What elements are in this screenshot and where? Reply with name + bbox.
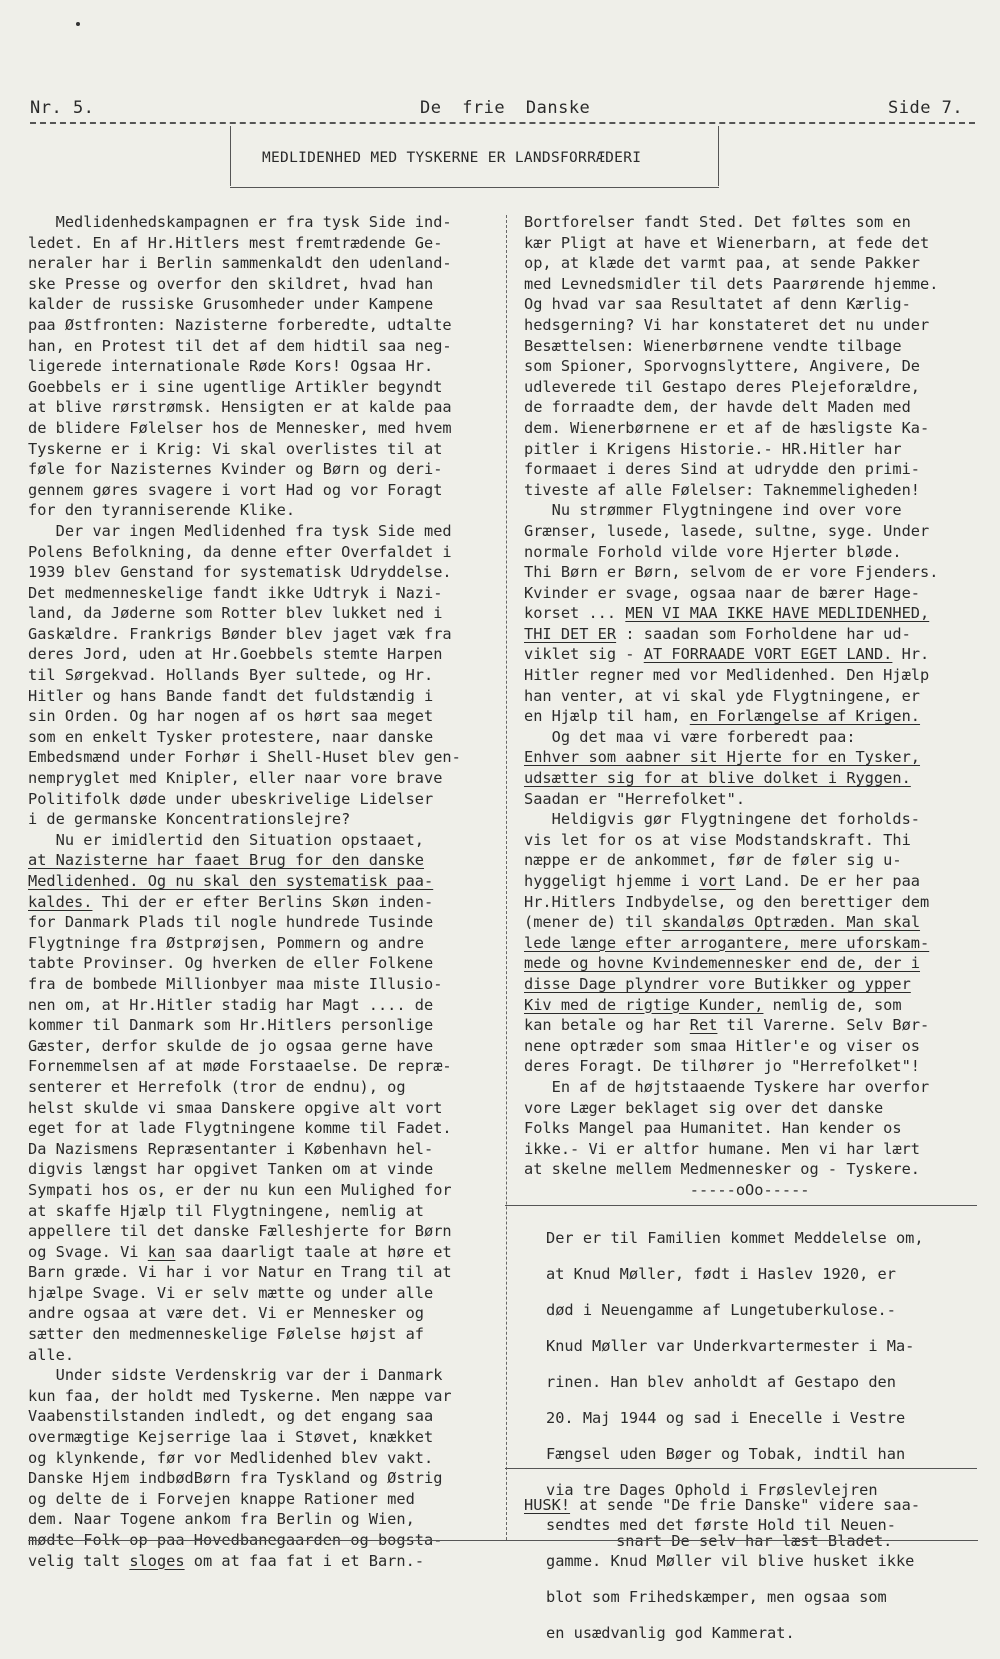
text-line xyxy=(524,789,938,810)
text-line xyxy=(524,892,938,913)
text-line xyxy=(28,253,461,274)
title-box-bottom xyxy=(230,187,719,188)
text-line xyxy=(524,933,938,954)
paper-name: De frie Danske xyxy=(420,98,591,118)
text-run: for den tyranniserende Klike. xyxy=(28,501,296,520)
text-run: som en enkelt Tysker protestere, naar danske xyxy=(28,727,434,746)
underlined-text: kan xyxy=(147,1242,176,1261)
text-line xyxy=(28,233,461,254)
notice-line xyxy=(546,1300,924,1321)
text-run: han, en Protest til det af dem hidtil saa neg- xyxy=(28,336,452,355)
text-line xyxy=(28,294,461,315)
text-run: Der var ingen Medlidenhed fra tysk Side med xyxy=(28,521,452,540)
reminder-box xyxy=(524,1480,920,1567)
text-line xyxy=(28,1077,461,1098)
text-line xyxy=(28,377,461,398)
text-run: Der er til Familien kommet Meddelelse om, xyxy=(546,1229,924,1248)
text-run: appellere til det danske Fælleshjerte for Børn xyxy=(28,1222,452,1241)
text-run: Polens Befolkning, da denne efter Overfaldet i xyxy=(28,542,452,561)
text-run: Folks Mangel paa Humanitet. Han kender os xyxy=(524,1119,902,1138)
underlined-text: mede og hovne Kvindemennesker end de, der i xyxy=(524,954,921,973)
text-run: næppe er de ankommet, før de føler sig u- xyxy=(524,851,902,870)
text-line xyxy=(524,521,938,542)
text-run: rinen. Han blev anholdt af Gestapo den xyxy=(546,1372,896,1391)
underlined-text: sloges xyxy=(129,1551,185,1570)
text-run: Gaskældre. Frankrigs Bønder blev jaget væk fra xyxy=(28,624,452,643)
text-run: dem. Wienerbørnene er et af de hæsligste Ka- xyxy=(524,418,930,437)
text-run: han venter, at vi skal yde Flygtningene, er xyxy=(524,686,921,705)
text-run: Hitler og hans Bande fandt det fuldstændig i xyxy=(28,686,434,705)
text-line xyxy=(524,1036,938,1057)
text-run: digvis længst har opgivet Tanken om at vinde xyxy=(28,1160,434,1179)
text-line xyxy=(28,1201,461,1222)
text-run: paa Østfronten: Nazisterne forberedte, udtalte xyxy=(28,315,452,334)
header-rule xyxy=(30,122,975,124)
underlined-text: HUSK! xyxy=(524,1496,571,1515)
text-run: senterer et Herrefolk (tror de endnu), og xyxy=(28,1077,406,1096)
article-title: MEDLIDENHED MED TYSKERNE ER LANDSFORRÆDERI xyxy=(262,150,642,166)
text-run: nemlig de, som xyxy=(763,995,902,1014)
underlined-text: Ret xyxy=(689,1016,718,1035)
text-line xyxy=(28,933,461,954)
text-line xyxy=(524,953,938,974)
underlined-text: THI DET ER xyxy=(524,624,617,643)
text-line xyxy=(28,1262,461,1283)
text-run: Nu er imidlertid den Situation opstaaet, xyxy=(28,830,425,849)
text-line xyxy=(28,974,461,995)
text-run: Land. De er her paa xyxy=(735,872,921,890)
underlined-text: udsætter sig for at blive dolket i Ryggen. xyxy=(524,769,911,788)
right-column xyxy=(524,212,938,1201)
underlined-text: vort xyxy=(698,872,736,890)
text-line xyxy=(524,686,938,707)
text-line xyxy=(524,418,938,439)
text-run: pitler i Krigens Historie.- HR.Hitler har xyxy=(524,439,902,458)
text-run: Og hvad var saa Resultatet af denn Kærlig- xyxy=(524,295,911,314)
underlined-text: AT FORRAADE VORT EGET LAND. xyxy=(643,645,893,664)
text-run: overmægtige Kejserrige laa i Støvet, knækket xyxy=(28,1428,434,1447)
text-line xyxy=(28,1509,461,1530)
text-run: formaaet i deres Sind at udrydde den primi- xyxy=(524,460,921,479)
text-run: tiveste af alle Følelser: Taknemmeligheden! xyxy=(524,480,921,499)
title-box-right xyxy=(718,126,719,186)
text-run: ligerede internationale Røde Kors! Ogsaa Hr. xyxy=(28,357,434,376)
text-run: de forraadte dem, der havde delt Maden med xyxy=(524,398,911,417)
text-run: korset ... xyxy=(524,604,626,623)
text-run: som Spioner, Sporvognslyttere, Angivere, De xyxy=(524,357,921,376)
reminder-line xyxy=(524,1531,920,1552)
text-run: nempryglet med Knipler, eller naar vore brave xyxy=(28,769,443,788)
speck xyxy=(76,22,80,26)
text-run: Politifolk døde under ubeskrivelige Lidelser xyxy=(28,789,434,808)
text-line xyxy=(28,397,461,418)
text-line xyxy=(28,850,461,871)
text-run: Flygtninge fra Østprøjsen, Pommern og andre xyxy=(28,933,425,952)
text-line xyxy=(524,644,938,665)
text-line xyxy=(524,1015,938,1036)
text-line xyxy=(524,459,938,480)
issue-number: Nr. 5. xyxy=(30,98,95,118)
text-run: kalder de russiske Grusomheder under Kampene xyxy=(28,295,434,314)
text-line xyxy=(524,397,938,418)
text-line xyxy=(28,1118,461,1139)
text-run: Det medmenneskelige fandt ikke Udtryk i Nazi- xyxy=(28,583,443,602)
underlined-text: at Nazisterne har faaet Brug for den danske xyxy=(28,851,425,870)
reminder-line xyxy=(524,1495,920,1516)
notice-line xyxy=(546,1372,924,1393)
text-line xyxy=(28,336,461,357)
notice-line xyxy=(546,1336,924,1357)
text-run: Knud Møller var Underkvartermester i Ma- xyxy=(546,1336,915,1355)
text-line xyxy=(524,665,938,686)
text-run: Fængsel uden Bøger og Tobak, indtil han xyxy=(546,1444,906,1463)
text-run: Besættelsen: Wienerbørnene vendte tilbage xyxy=(524,336,902,355)
text-line xyxy=(524,1180,938,1201)
underlined-text: Kiv med de rigtige Kunder, xyxy=(524,995,764,1014)
text-line xyxy=(28,1303,461,1324)
text-run: Under sidste Verdenskrig var der i Danmark xyxy=(28,1366,443,1385)
notice-box xyxy=(546,1213,924,1659)
text-line xyxy=(524,747,938,768)
text-run: ikke.- Vi er altfor humane. Men vi har lært xyxy=(524,1139,921,1158)
text-line xyxy=(524,995,938,1016)
underlined-text: MEN VI MAA IKKE HAVE MEDLIDENHED, xyxy=(625,604,930,623)
text-run: 20. Maj 1944 og sad i Enecelle i Vestre xyxy=(546,1408,906,1427)
text-line xyxy=(28,1406,461,1427)
text-run: i de germanske Koncentrationslejre? xyxy=(28,810,351,829)
text-line xyxy=(28,995,461,1016)
text-line xyxy=(28,1345,461,1366)
text-run: til Varerne. Selv Bør- xyxy=(717,1016,930,1035)
text-run: Kvinder er svage, ogsaa naar de bærer Hage- xyxy=(524,583,921,602)
text-run: andre ogsaa at være det. Vi er Mennesker og xyxy=(28,1304,425,1323)
text-line xyxy=(28,1139,461,1160)
text-run: gamme. Knud Møller vil blive husket ikke xyxy=(546,1552,915,1571)
notice-bottom-rule xyxy=(505,1468,977,1469)
text-line xyxy=(28,583,461,604)
text-run: land, da Jøderne som Rotter blev lukket ned i xyxy=(28,604,443,623)
text-line xyxy=(524,294,938,315)
text-line xyxy=(524,274,938,295)
text-run: og Svage. Vi xyxy=(28,1242,148,1261)
text-run: Sympati hos os, er der nu kun een Mulighed for xyxy=(28,1180,452,1199)
text-run: gennem gøres svagere i vort Had og vor Foragt xyxy=(28,480,443,499)
text-run: snart De selv har læst Bladet. xyxy=(524,1532,893,1551)
text-run: kær Pligt at have et Wienerbarn, at fede det xyxy=(524,233,930,252)
text-run: hyggeligt hjemme i xyxy=(524,872,699,890)
text-line xyxy=(28,1180,461,1201)
text-run: helst skulde vi smaa Danskere opgive alt vort xyxy=(28,1098,443,1117)
text-run: føle for Nazisternes Kvinder og Børn og deri- xyxy=(28,460,443,479)
text-line xyxy=(28,1159,461,1180)
text-line xyxy=(524,706,938,727)
text-line xyxy=(28,747,461,768)
text-run: og delte de i Forvejen knappe Rationer med xyxy=(28,1489,415,1508)
text-run: eget for at lade Flygtningene komme til Fadet. xyxy=(28,1119,452,1138)
text-line xyxy=(28,892,461,913)
text-run: 1939 blev Genstand for systematisk Udryddelse. xyxy=(28,563,452,582)
text-line xyxy=(524,1118,938,1139)
text-run: hjælpe Svage. Vi er selv mætte og under alle xyxy=(28,1283,434,1302)
text-run: en Hjælp til ham, xyxy=(524,707,690,726)
text-line xyxy=(524,542,938,563)
underlined-text: disse Dage plyndrer vore Butikker og ypper xyxy=(524,974,911,993)
text-run: neraler har i Berlin sammenkaldt den udenland- xyxy=(28,254,452,273)
text-line xyxy=(524,253,938,274)
text-run: deres Jord, uden at Hr.Goebbels stemte Harpen xyxy=(28,645,443,664)
text-line xyxy=(28,274,461,295)
text-line xyxy=(28,562,461,583)
underlined-text: Enhver som aabner sit Hjerte for en Tysker, xyxy=(524,748,921,767)
text-run: at Knud Møller, født i Haslev 1920, er xyxy=(546,1265,896,1284)
notice-line xyxy=(546,1408,924,1429)
underlined-text: Medlidenhed. Og nu skal den systematisk paa- xyxy=(28,872,434,890)
text-line xyxy=(28,1489,461,1510)
text-line xyxy=(28,768,461,789)
text-run: Hr. xyxy=(892,645,930,664)
notice-line xyxy=(546,1623,924,1644)
text-line xyxy=(28,480,461,501)
text-run: Gæster, derfor skulde de jo ogsaa gerne have xyxy=(28,1036,434,1055)
text-run: velig talt xyxy=(28,1551,130,1570)
text-line xyxy=(524,480,938,501)
text-run: Thi Børn er Børn, selvom de er vore Fjenders. xyxy=(524,563,939,582)
text-line xyxy=(28,542,461,563)
text-line xyxy=(28,1036,461,1057)
text-run: -----oOo----- xyxy=(524,1180,810,1199)
underlined-text: lede længe efter arrogantere, mere uforskam- xyxy=(524,933,930,952)
text-line xyxy=(524,1139,938,1160)
notice-line xyxy=(546,1587,924,1608)
text-run: Thi der er efter Berlins Skøn inden- xyxy=(92,892,434,911)
text-run: mødte Folk op paa Hovedbanegaarden og bogsta- xyxy=(28,1531,443,1549)
text-run: : saadan som Forholdene har ud- xyxy=(616,624,911,643)
text-line xyxy=(28,789,461,810)
text-run: tabte Provinser. Og hverken de eller Folkene xyxy=(28,954,434,973)
text-run: kommer til Danmark som Hr.Hitlers personlige xyxy=(28,1016,434,1035)
text-run: via tre Dages Ophold i Frøslevlejren xyxy=(546,1480,878,1499)
text-line xyxy=(28,1551,461,1572)
text-line xyxy=(524,500,938,521)
text-line xyxy=(524,727,938,748)
text-line xyxy=(524,912,938,933)
text-line xyxy=(524,871,938,892)
text-line xyxy=(28,1283,461,1304)
text-line xyxy=(28,727,461,748)
text-run: sendtes med det første Hold til Neuen- xyxy=(546,1516,896,1535)
text-run: Da Nazismens Repræsentanter i København hel- xyxy=(28,1139,434,1158)
text-line xyxy=(524,336,938,357)
text-run: udleverede til Gestapo deres Plejeforældre, xyxy=(524,377,921,396)
text-line xyxy=(28,1365,461,1386)
text-run: en usædvanlig god Kammerat. xyxy=(546,1624,795,1643)
text-run: at sende "De frie Danske" videre saa- xyxy=(570,1496,921,1515)
text-line xyxy=(524,809,938,830)
text-line xyxy=(28,1242,461,1263)
text-run: Saadan er "Herrefolket". xyxy=(524,789,746,808)
underlined-text: skandaløs Optræden. Man skal xyxy=(662,913,921,932)
text-run: (mener de) til xyxy=(524,913,663,932)
text-run: Barn græde. Vi har i vor Natur en Trang til at xyxy=(28,1263,452,1282)
text-run: nene optræder som smaa Hitler'e og viser os xyxy=(524,1036,921,1055)
text-run: om at faa fat i et Barn.- xyxy=(184,1551,425,1570)
text-run: sin Orden. Og har nogen af os hørt saa meget xyxy=(28,707,434,726)
text-run: at skaffe Hjælp til Flygtningene, nemlig at xyxy=(28,1201,425,1220)
text-line xyxy=(28,356,461,377)
text-line xyxy=(524,439,938,460)
text-line xyxy=(28,665,461,686)
text-line xyxy=(28,644,461,665)
text-line xyxy=(524,1159,938,1180)
text-run: at skelne mellem Medmennesker og - Tyskere. xyxy=(524,1160,921,1179)
text-run: fra de bombede Millionbyer maa miste Illusio- xyxy=(28,974,443,993)
text-line xyxy=(524,1056,938,1077)
text-run: blot som Frihedskæmper, men ogsaa som xyxy=(546,1588,887,1607)
notice-line xyxy=(546,1444,924,1465)
notice-line xyxy=(546,1228,924,1249)
text-line xyxy=(524,768,938,789)
text-line xyxy=(524,830,938,851)
text-run: til Sørgekvad. Hollands Byer sultede, og Hr. xyxy=(28,666,434,685)
text-line xyxy=(28,500,461,521)
text-line xyxy=(524,850,938,871)
column-divider xyxy=(506,215,507,1540)
text-line xyxy=(28,212,461,233)
text-line xyxy=(28,315,461,336)
text-line xyxy=(28,912,461,933)
text-line xyxy=(28,871,461,892)
text-line xyxy=(28,686,461,707)
text-run: de blidere Følelser hos de Mennesker, med hvem xyxy=(28,418,452,437)
text-run: hedsgerning? Vi har konstateret det nu under xyxy=(524,315,930,334)
text-run: vis let for os at vise Modstandskraft. Thi xyxy=(524,830,911,849)
text-line xyxy=(28,1468,461,1489)
text-run: ledet. En af Hr.Hitlers mest fremtrædende Ge- xyxy=(28,233,443,252)
text-run: Embedsmænd under Forhør i Shell-Huset blev gen- xyxy=(28,748,461,767)
text-line xyxy=(524,212,938,233)
text-run: Danske Hjem indbødBørn fra Tyskland og Østrig xyxy=(28,1469,443,1488)
text-run: med Levnedsmidler til dets Paarørende hjemme. xyxy=(524,274,939,293)
text-run: normale Forhold vilde vore Hjerter bløde. xyxy=(524,542,902,561)
text-line xyxy=(28,521,461,542)
text-line xyxy=(28,1448,461,1469)
text-run: Heldigvis gør Flygtningene det forholds- xyxy=(524,810,921,829)
text-run: deres Foragt. De tilhører jo "Herrefolket"! xyxy=(524,1057,921,1076)
text-line xyxy=(28,1386,461,1407)
text-run: op, at klæde det varmt paa, at sende Pakker xyxy=(524,254,921,273)
text-run: kan betale og har xyxy=(524,1016,690,1035)
text-run: Grænser, lusede, lasede, sultne, syge. Under xyxy=(524,521,930,540)
text-line xyxy=(28,418,461,439)
text-line xyxy=(28,603,461,624)
text-line xyxy=(28,809,461,830)
text-run: dem. Naar Togene ankom fra Berlin og Wien, xyxy=(28,1510,415,1529)
text-run: Bortforelser fandt Sted. Det føltes som en xyxy=(524,213,911,231)
text-line xyxy=(28,459,461,480)
notice-line xyxy=(546,1264,924,1285)
underlined-text: en Forlængelse af Krigen. xyxy=(689,707,921,726)
text-line xyxy=(28,830,461,851)
bottom-rule xyxy=(28,1540,978,1541)
left-column xyxy=(28,212,461,1571)
text-run: Hr.Hitlers Indbydelse, og den berettiger dem xyxy=(524,892,930,911)
text-line xyxy=(524,356,938,377)
text-line xyxy=(524,624,938,645)
text-line xyxy=(28,1324,461,1345)
text-run: død i Neuengamme af Lungetuberkulose.- xyxy=(546,1301,896,1320)
text-line xyxy=(28,1015,461,1036)
text-run: Medlidenhedskampagnen er fra tysk Side ind- xyxy=(28,213,452,231)
text-run: Og det maa vi være forberedt paa: xyxy=(524,727,856,746)
text-run: Hitler regner med vor Medlidenhed. Den Hjælp xyxy=(524,666,930,685)
text-run: Tyskerne er i Krig: Vi skal overlistes til at xyxy=(28,439,443,458)
text-line xyxy=(28,706,461,727)
underlined-text: kaldes. xyxy=(28,892,93,911)
text-run: og klynkende, før vor Medlidenhed blev vakt. xyxy=(28,1448,434,1467)
text-run: Nu strømmer Flygtningene ind over vore xyxy=(524,501,902,520)
text-run: Fornemmelsen af at møde Forstaaelse. De repræ- xyxy=(28,1057,452,1076)
text-run: En af de højtstaaende Tyskere har overfor xyxy=(524,1077,930,1096)
text-line xyxy=(524,583,938,604)
text-line xyxy=(524,603,938,624)
text-line xyxy=(524,974,938,995)
text-run: Vaabenstilstanden indledt, og det engang saa xyxy=(28,1407,434,1426)
notice-top-rule xyxy=(505,1205,977,1206)
text-run: nen om, at Hr.Hitler stadig har Magt .... de xyxy=(28,995,434,1014)
title-box-left xyxy=(230,126,231,186)
text-line xyxy=(28,953,461,974)
text-run: for Danmark Plads til nogle hundrede Tusinde xyxy=(28,913,434,932)
text-run: ske Presse og overfor den skildret, hvad han xyxy=(28,274,434,293)
text-run: viklet sig - xyxy=(524,645,644,664)
text-run: at blive rørstrømsk. Hensigten er at kalde paa xyxy=(28,398,452,417)
text-line xyxy=(524,377,938,398)
text-run: alle. xyxy=(28,1345,75,1364)
text-line xyxy=(28,1098,461,1119)
text-line xyxy=(28,1056,461,1077)
text-run: sætter den medmenneskelige Følelse højst af xyxy=(28,1325,425,1344)
page-number: Side 7. xyxy=(888,98,964,118)
text-line xyxy=(524,1098,938,1119)
text-line xyxy=(28,624,461,645)
text-run: Goebbels er i sine ugentlige Artikler begyndt xyxy=(28,377,443,396)
text-line xyxy=(28,1221,461,1242)
text-run: vore Læger beklaget sig over det danske xyxy=(524,1098,884,1117)
text-run: kun faa, der holdt med Tyskerne. Men næppe var xyxy=(28,1386,452,1405)
text-run: saa daarligt taale at høre et xyxy=(175,1242,452,1261)
text-line xyxy=(28,439,461,460)
text-line xyxy=(524,1077,938,1098)
text-line xyxy=(28,1427,461,1448)
text-line xyxy=(524,233,938,254)
text-line xyxy=(524,562,938,583)
text-line xyxy=(524,315,938,336)
